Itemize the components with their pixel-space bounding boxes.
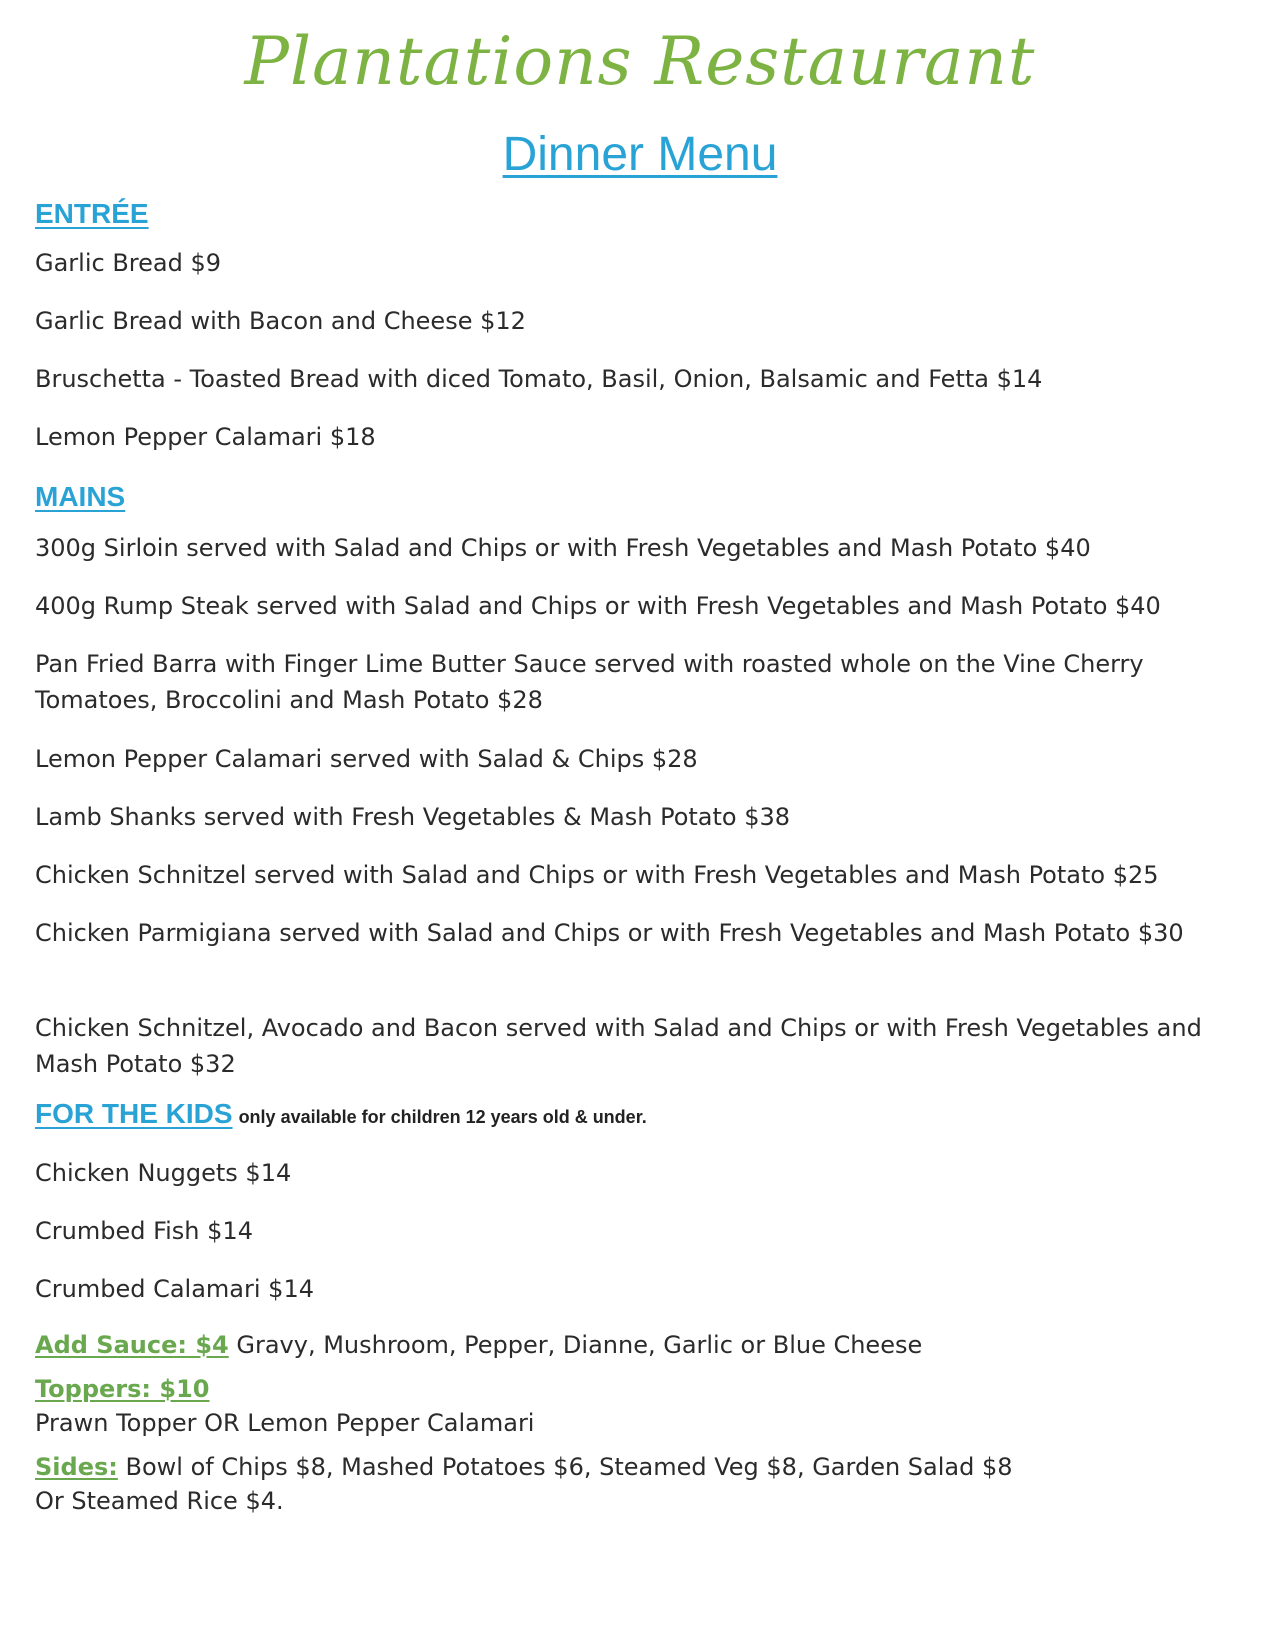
- menu-item: 400g Rump Steak served with Salad and Chips or with Fresh Vegetables and Mash Potato $40: [35, 592, 1161, 620]
- menu-item: Chicken Schnitzel served with Salad and Chips or with Fresh Vegetables and Mash Potato $25: [35, 861, 1159, 889]
- add-sauce-label: Add Sauce: $4: [35, 1331, 229, 1359]
- menu-item: Chicken Parmigiana served with Salad and Chips or with Fresh Vegetables and Mash Potato $30: [35, 919, 1184, 947]
- section-heading-mains: [35, 480, 125, 514]
- section-heading-kids: [35, 1097, 647, 1134]
- menu-item: Garlic Bread $9: [35, 249, 222, 277]
- menu-item: Lamb Shanks served with Fresh Vegetables & Mash Potato $38: [35, 803, 791, 831]
- menu-item: Crumbed Calamari $14: [35, 1275, 314, 1303]
- menu-item: Chicken Nuggets $14: [35, 1159, 292, 1187]
- menu-item: Crumbed Fish $14: [35, 1217, 253, 1245]
- toppers-text: Prawn Topper OR Lemon Pepper Calamari: [35, 1409, 535, 1437]
- menu-item: 300g Sirloin served with Salad and Chips or with Fresh Vegetables and Mash Potato $40: [35, 534, 1091, 562]
- section-heading-entree: [35, 197, 149, 231]
- sides-label: Sides:: [35, 1453, 118, 1481]
- mains-heading: MAINS: [35, 481, 126, 512]
- kids-note: only available for children 12 years old & under.: [238, 1107, 647, 1127]
- menu-title: [0, 125, 1280, 185]
- menu-item: Lemon Pepper Calamari $18: [35, 423, 376, 451]
- menu-item: Garlic Bread with Bacon and Cheese $12: [35, 307, 526, 335]
- sides-text-continued: Or Steamed Rice $4.: [35, 1487, 284, 1515]
- menu-item: Pan Fried Barra with Finger Lime Butter Sauce served with roasted whole on the Vine Cherry Tomatoes, Broccolini and Mash Potato $28: [35, 650, 1144, 714]
- restaurant-name: Plantations Restaurant: [244, 23, 1036, 100]
- add-sauce-line: [35, 1328, 1245, 1362]
- kids-heading: FOR THE KIDS: [35, 1098, 233, 1129]
- sides-text: Bowl of Chips $8, Mashed Potatoes $6, Steamed Veg $8, Garden Salad $8: [125, 1453, 1013, 1481]
- menu-item: Chicken Schnitzel, Avocado and Bacon served with Salad and Chips or with Fresh Vegetables and Mash Potato $32: [35, 1014, 1202, 1078]
- menu-item: Bruschetta - Toasted Bread with diced Tomato, Basil, Onion, Balsamic and Fetta $14: [35, 365, 1043, 393]
- toppers-label: Toppers: $10: [35, 1375, 210, 1403]
- toppers-label-line: [35, 1372, 1245, 1406]
- entree-heading: ENTRÉE: [35, 198, 149, 229]
- menu-item: Lemon Pepper Calamari served with Salad & Chips $28: [35, 745, 698, 773]
- add-sauce-text: Gravy, Mushroom, Pepper, Dianne, Garlic or Blue Cheese: [236, 1331, 923, 1359]
- sides-line: [35, 1450, 1245, 1484]
- menu-title-text: Dinner Menu: [502, 128, 778, 181]
